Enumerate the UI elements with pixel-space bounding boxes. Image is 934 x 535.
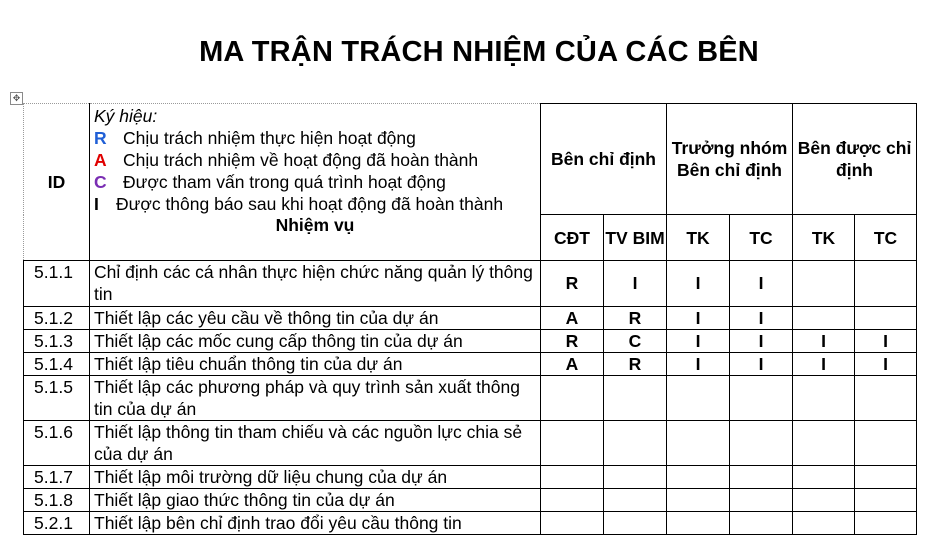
cell-code: I bbox=[730, 307, 793, 330]
row-id: 5.1.5 bbox=[24, 376, 90, 421]
group-header-appointing: Bên chỉ định bbox=[541, 104, 667, 215]
cell-code bbox=[667, 512, 730, 535]
table-row bbox=[24, 512, 917, 535]
responsibility-matrix-table bbox=[23, 103, 917, 535]
cell-code bbox=[667, 421, 730, 466]
cell-code: C bbox=[604, 330, 667, 353]
cell-code: I bbox=[855, 353, 917, 376]
cell-code bbox=[541, 421, 604, 466]
cell-code bbox=[541, 512, 604, 535]
table-row bbox=[24, 466, 917, 489]
cell-code bbox=[541, 489, 604, 512]
table-row bbox=[24, 421, 917, 466]
row-task: Thiết lập giao thức thông tin của dự án bbox=[90, 489, 541, 512]
group-header-appointed: Bên được chỉ định bbox=[793, 104, 917, 215]
table-row bbox=[24, 489, 917, 512]
group-header-lead-appointed: Trưởng nhóm Bên chỉ định bbox=[667, 104, 793, 215]
cell-code: R bbox=[604, 307, 667, 330]
cell-code bbox=[793, 489, 855, 512]
cell-code bbox=[793, 512, 855, 535]
legend-code: C bbox=[94, 172, 107, 192]
cell-code bbox=[793, 261, 855, 307]
cell-code bbox=[604, 512, 667, 535]
cell-code bbox=[667, 466, 730, 489]
cell-code: I bbox=[667, 330, 730, 353]
row-id: 5.1.2 bbox=[24, 307, 90, 330]
legend-code: A bbox=[94, 150, 107, 170]
subcol-tk: TK bbox=[793, 215, 855, 261]
row-id: 5.1.1 bbox=[24, 261, 90, 307]
cell-code bbox=[730, 512, 793, 535]
legend-item-i bbox=[94, 193, 536, 215]
cell-code bbox=[667, 489, 730, 512]
row-id: 5.1.6 bbox=[24, 421, 90, 466]
cell-code: I bbox=[793, 353, 855, 376]
cell-code: R bbox=[541, 330, 604, 353]
row-id: 5.1.7 bbox=[24, 466, 90, 489]
id-header: ID bbox=[24, 104, 90, 261]
subcol-cdt: CĐT bbox=[541, 215, 604, 261]
cell-code: I bbox=[793, 330, 855, 353]
cell-code bbox=[793, 466, 855, 489]
table-row bbox=[24, 353, 917, 376]
row-id: 5.1.8 bbox=[24, 489, 90, 512]
legend-cell bbox=[90, 104, 541, 261]
table-row bbox=[24, 307, 917, 330]
legend-item-c bbox=[94, 171, 536, 193]
row-id: 5.1.3 bbox=[24, 330, 90, 353]
cell-code bbox=[541, 376, 604, 421]
cell-code bbox=[855, 512, 917, 535]
cell-code: R bbox=[541, 261, 604, 307]
cell-code bbox=[855, 261, 917, 307]
legend-item-r bbox=[94, 127, 536, 149]
row-task: Thiết lập các phương pháp và quy trình sản xuất thông tin của dự án bbox=[90, 376, 541, 421]
row-task: Thiết lập các mốc cung cấp thông tin của dự án bbox=[90, 330, 541, 353]
cell-code: I bbox=[604, 261, 667, 307]
legend-code: I bbox=[94, 194, 99, 214]
cell-code: I bbox=[855, 330, 917, 353]
cell-code: I bbox=[730, 330, 793, 353]
cell-code bbox=[604, 466, 667, 489]
cell-code bbox=[730, 376, 793, 421]
cell-code: I bbox=[730, 353, 793, 376]
table-move-handle-icon[interactable]: ✥ bbox=[10, 92, 23, 105]
cell-code bbox=[793, 307, 855, 330]
cell-code: I bbox=[667, 261, 730, 307]
cell-code bbox=[604, 376, 667, 421]
task-header: Nhiệm vụ bbox=[275, 215, 355, 235]
legend-text: Chịu trách nhiệm thực hiện hoạt động bbox=[123, 128, 416, 148]
row-task: Thiết lập thông tin tham chiếu và các nguồn lực chia sẻ của dự án bbox=[90, 421, 541, 466]
cell-code: I bbox=[667, 353, 730, 376]
legend-text: Chịu trách nhiệm về hoạt động đã hoàn thành bbox=[123, 150, 479, 170]
subcol-tk: TK bbox=[667, 215, 730, 261]
table-row bbox=[24, 330, 917, 353]
subcol-tv-bim: TV BIM bbox=[604, 215, 667, 261]
page-title: MA TRẬN TRÁCH NHIỆM CỦA CÁC BÊN bbox=[199, 36, 759, 68]
cell-code bbox=[730, 421, 793, 466]
cell-code bbox=[730, 466, 793, 489]
cell-code: A bbox=[541, 353, 604, 376]
cell-code bbox=[855, 376, 917, 421]
row-id: 5.1.4 bbox=[24, 353, 90, 376]
cell-code: I bbox=[667, 307, 730, 330]
legend-item-a bbox=[94, 149, 536, 171]
cell-code: R bbox=[604, 353, 667, 376]
row-task: Thiết lập bên chỉ định trao đổi yêu cầu thông tin bbox=[90, 512, 541, 535]
subcol-tc: TC bbox=[855, 215, 917, 261]
row-task: Thiết lập các yêu cầu về thông tin của dự án bbox=[90, 307, 541, 330]
cell-code bbox=[730, 489, 793, 512]
cell-code: I bbox=[730, 261, 793, 307]
cell-code bbox=[793, 421, 855, 466]
legend-text: Được tham vấn trong quá trình hoạt động bbox=[123, 172, 446, 192]
row-task: Thiết lập môi trường dữ liệu chung của dự án bbox=[90, 466, 541, 489]
legend-code: R bbox=[94, 128, 107, 148]
cell-code: A bbox=[541, 307, 604, 330]
cell-code bbox=[855, 489, 917, 512]
table-row bbox=[24, 376, 917, 421]
cell-code bbox=[667, 376, 730, 421]
cell-code bbox=[855, 307, 917, 330]
cell-code bbox=[855, 421, 917, 466]
row-task: Thiết lập tiêu chuẩn thông tin của dự án bbox=[90, 353, 541, 376]
subcol-tc: TC bbox=[730, 215, 793, 261]
row-id: 5.2.1 bbox=[24, 512, 90, 535]
cell-code bbox=[855, 466, 917, 489]
row-task: Chỉ định các cá nhân thực hiện chức năng quản lý thông tin bbox=[90, 261, 541, 307]
cell-code bbox=[604, 421, 667, 466]
cell-code bbox=[541, 466, 604, 489]
legend-title: Ký hiệu: bbox=[94, 106, 158, 126]
cell-code bbox=[604, 489, 667, 512]
cell-code bbox=[793, 376, 855, 421]
legend-text: Được thông báo sau khi hoạt động đã hoàn thành bbox=[116, 194, 504, 214]
table-row bbox=[24, 261, 917, 307]
